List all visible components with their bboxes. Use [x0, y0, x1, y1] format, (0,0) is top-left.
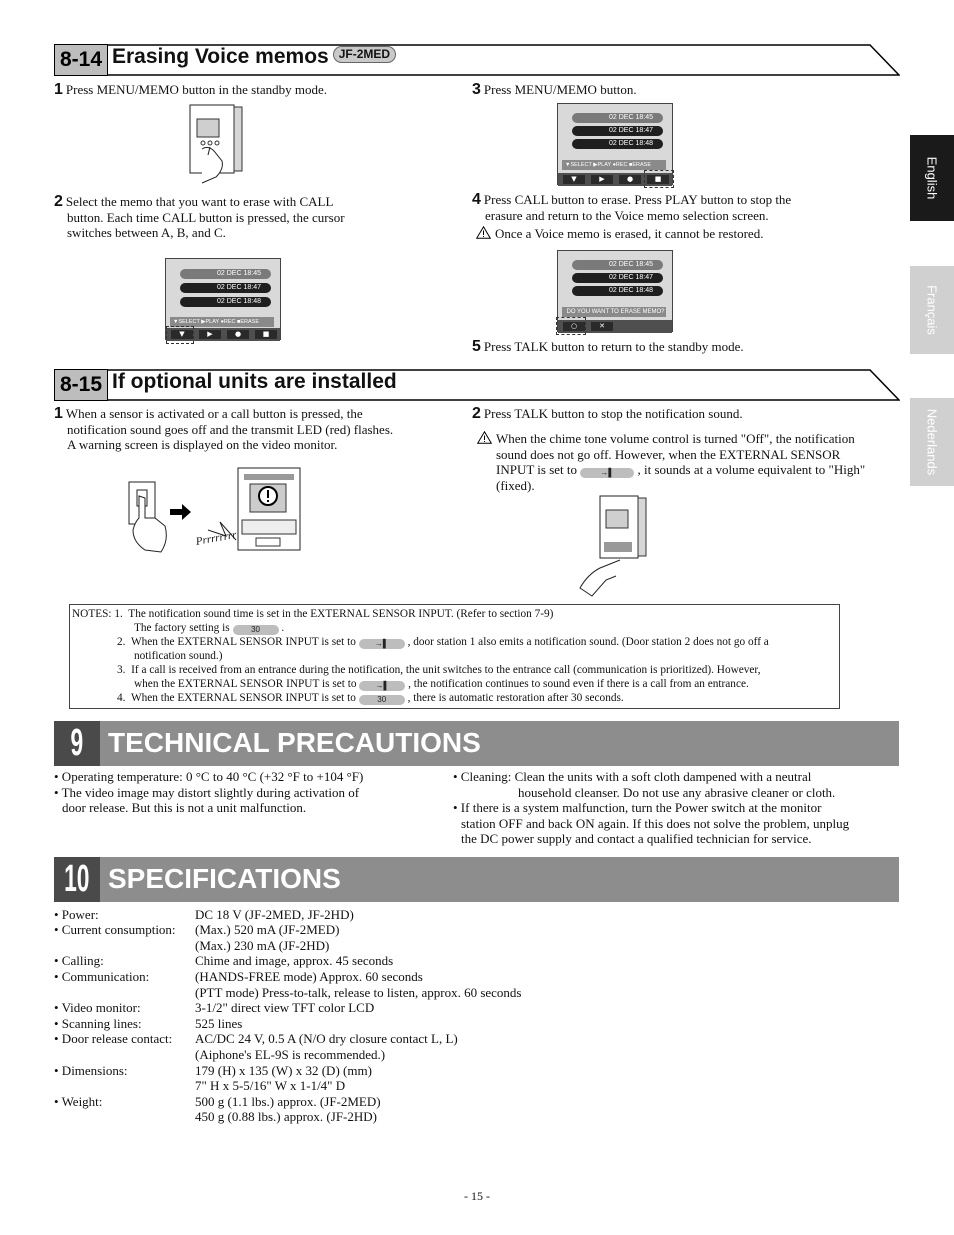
spec-label: • Communication:	[54, 969, 150, 984]
notes-label: NOTES: 1.	[72, 608, 123, 620]
confirm-message: DO YOU WANT TO ERASE MEMO?	[562, 307, 666, 317]
warning-icon	[477, 431, 492, 444]
spec-label: • Power:	[54, 907, 99, 922]
memo-row-b: 02 DEC 18:47	[572, 126, 663, 136]
memo-row-b: 02 DEC 18:47	[572, 273, 663, 283]
spec-value: DC 18 V (JF-2MED, JF-2HD)	[195, 907, 354, 922]
spec-value: AC/DC 24 V, 0.5 A (N/O dry closure contact L, L)	[195, 1031, 458, 1046]
highlight-dashed	[556, 317, 586, 335]
step-5: 5 Press TALK button to return to the standby mode.	[472, 338, 744, 355]
precautions-left: • Operating temperature: 0 °C to 40 °C (+32 °F to +104 °F) • The video image may distort slightly during activation of door release. But this is not a unit malfunction.	[54, 769, 364, 815]
section-10-header	[54, 857, 899, 902]
spec-label: • Video monitor:	[54, 1000, 141, 1015]
monitor-talk-illustration	[576, 494, 652, 598]
tab-nederlands[interactable]: Nederlands	[910, 398, 954, 486]
spec-value: 525 lines	[195, 1016, 243, 1031]
step-1: 1 Press MENU/MEMO button in the standby mode.	[54, 81, 327, 98]
step-2: 2 Select the memo that you want to erase with CALL button. Each time CALL button is pressed, the cursor switches between A, B, and C.	[54, 193, 345, 240]
model-badge: JF-2MED	[333, 46, 396, 63]
section-8-15-header	[54, 369, 900, 401]
sensor-button-illustration	[125, 478, 173, 554]
warning-note: When the chime tone volume control is turned "Off", the notification sound does not go off. However, when the EXTERNAL SENSOR INPUT is set to →▌ , it sounds at a volume equivalent to "High" (fixed).	[477, 431, 897, 494]
spec-label: • Dimensions:	[54, 1063, 128, 1078]
step-4: 4 Press CALL button to erase. Press PLAY button to stop the erasure and return to the Voice memo selection screen. Once a Voice memo is erased, it cannot be restored.	[472, 191, 792, 241]
memo-row-a: 02 DEC 18:45	[572, 113, 663, 123]
section-number: 10	[54, 857, 100, 902]
highlight-dashed	[166, 326, 194, 344]
down-button[interactable]: ▼	[563, 175, 585, 184]
erase-button[interactable]: ■	[647, 175, 669, 184]
spec-value: Chime and image, approx. 45 seconds	[195, 953, 394, 968]
play-button[interactable]: ▶	[591, 175, 613, 184]
section-title: TECHNICAL PRECAUTIONS	[108, 727, 481, 758]
spec-value: 179 (H) x 135 (W) x 32 (D) (mm)	[195, 1063, 372, 1078]
play-button[interactable]: ▶	[199, 330, 221, 339]
sensor-setting-pill: →▌	[580, 468, 634, 478]
section-title: If optional units are installed	[112, 370, 397, 393]
section-title: Erasing Voice memos JF-2MED	[112, 45, 396, 69]
rec-button[interactable]: ●	[619, 175, 641, 184]
spec-label: • Door release contact:	[54, 1031, 173, 1046]
highlight-dashed	[644, 170, 674, 188]
down-button[interactable]: ▼	[171, 330, 193, 339]
sensor-setting-pill: 30	[359, 695, 405, 705]
memo-row-c: 02 DEC 18:48	[572, 286, 663, 296]
section-9-header	[54, 721, 899, 766]
arrow-icon	[170, 503, 192, 521]
section-8-14-header	[54, 44, 900, 76]
spec-value: (PTT mode) Press-to-talk, release to listen, approx. 60 seconds	[195, 985, 522, 1000]
monitor-press-illustration	[188, 103, 246, 185]
memo-row-a: 02 DEC 18:45	[572, 260, 663, 270]
confirm-ok-button[interactable]: ○	[563, 322, 585, 331]
spec-value: 3-1/2" direct view TFT color LCD	[195, 1000, 375, 1015]
notification-sound-text: Prrrrrrrr	[194, 528, 238, 548]
rec-button[interactable]: ●	[227, 330, 249, 339]
warning-icon	[476, 226, 491, 239]
sensor-setting-pill: →▌	[359, 681, 405, 691]
memo-row-b: 02 DEC 18:47	[180, 283, 271, 293]
lcd-menu-bar: ▼SELECT ▶PLAY ●REC ■ERASE	[170, 317, 274, 327]
cancel-button[interactable]: ✕	[591, 322, 613, 331]
tab-english[interactable]: English	[910, 135, 954, 221]
step-3: 3 Press MENU/MEMO button.	[472, 81, 637, 98]
spec-value: (HANDS-FREE mode) Approx. 60 seconds	[195, 969, 423, 984]
erase-button[interactable]: ■	[255, 330, 277, 339]
section-title: SPECIFICATIONS	[108, 863, 341, 894]
memo-row-c: 02 DEC 18:48	[572, 139, 663, 149]
factory-setting-pill: 30	[233, 625, 279, 635]
spec-label: • Current consumption:	[54, 922, 176, 937]
sensor-setting-pill: →▌	[359, 639, 405, 649]
notes-box: NOTES: 1. The notification sound time is set in the EXTERNAL SENSOR INPUT. (Refer to section 7-9) The factory setting is 30 . 2. When the EXTERNAL SENSOR INPUT is set to →▌ , door station 1 also emits a notification sound. (Door station 2 does not go off a notification sound.) 3. If a call is received from an entrance during the notification, the unit switches to the entrance call (communication is prioritized). However, when the EXTERNAL SENSOR INPUT is set to →▌ , the notification continues to sound even if there is a call from an entrance. 4. When the EXTERNAL SENSOR INPUT is set to 30 , there is automatic restoration after 30 seconds.	[69, 604, 840, 709]
spec-label: • Weight:	[54, 1094, 103, 1109]
spec-label: • Calling:	[54, 953, 104, 968]
page-number: - 15 -	[464, 1189, 490, 1203]
lcd-menu-bar: ▼SELECT ▶PLAY ●REC ■ERASE	[562, 160, 666, 170]
spec-value: 7" H x 5-5/16" W x 1-1/4" D	[195, 1078, 346, 1093]
tab-francais[interactable]: Français	[910, 266, 954, 354]
spec-value: 450 g (0.88 lbs.) approx. (JF-2HD)	[195, 1109, 377, 1124]
memo-row-a: 02 DEC 18:45	[180, 269, 271, 279]
spec-value: (Max.) 230 mA (JF-2HD)	[195, 938, 330, 953]
section-number: 8-15	[54, 369, 108, 401]
step-1: 1 When a sensor is activated or a call button is pressed, the notification sound goes off and the transmit LED (red) flashes. A warning screen is displayed on the video monitor.	[54, 405, 394, 452]
section-number: 9	[54, 721, 100, 766]
spec-value: 500 g (1.1 lbs.) approx. (JF-2MED)	[195, 1094, 381, 1109]
spec-label: • Scanning lines:	[54, 1016, 142, 1031]
section-number: 8-14	[54, 44, 108, 76]
spec-value: (Aiphone's EL-9S is recommended.)	[195, 1047, 386, 1062]
precautions-right: • Cleaning: Clean the units with a soft cloth dampened with a neutral household cleanser. Do not use any abrasive cleaner or cloth. • If there is a system malfunction, turn the Power switch at the monitor station OFF and back ON again. If this does not solve the problem, unplug the DC power supply and contact a qualified technician for service.	[453, 769, 850, 846]
spec-value: (Max.) 520 mA (JF-2MED)	[195, 922, 340, 937]
memo-row-c: 02 DEC 18:48	[180, 297, 271, 307]
step-2: 2 Press TALK button to stop the notification sound.	[472, 405, 743, 422]
